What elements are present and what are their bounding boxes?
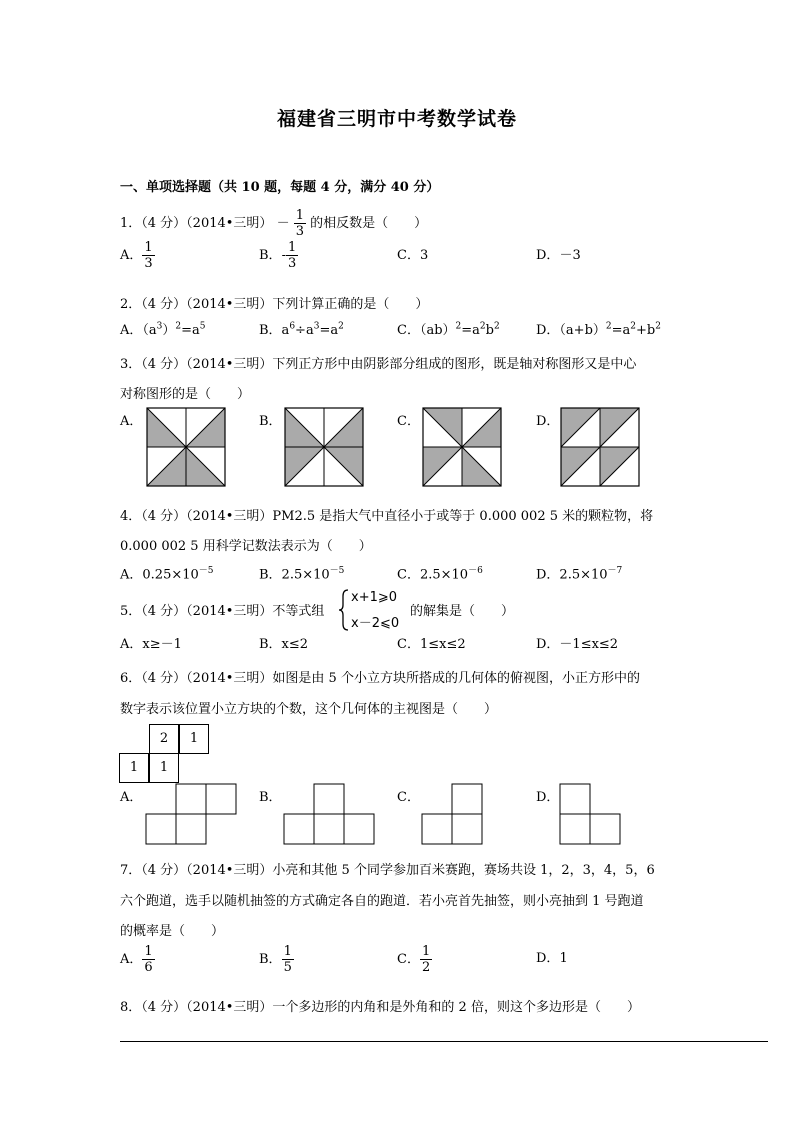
q1-option-c: C．3 (397, 248, 429, 263)
footer-divider (120, 1041, 768, 1042)
q6-figure-c (421, 783, 483, 845)
q1-option-a: A． $\frac{1}{3}$ (120, 240, 153, 271)
q3-figure-a (146, 407, 226, 487)
question-3-line1: 3．（4 分）（2014•三明）下列正方形中由阴影部分组成的图形，既是轴对称图形又是中心 (120, 357, 637, 372)
question-7-line2: 六个跑道，选手以随机抽签的方式确定各自的跑道．若小亮首先抽签，则小亮抽到 1 号跑道 (120, 894, 644, 909)
question-7-line1: 7．（4 分）（2014•三明）小亮和其他 5 个同学参加百米赛跑，赛场共设 1，2，3，4，5，6 (120, 863, 655, 878)
q6-figure-b (283, 783, 375, 845)
top-view-cell: 1 (119, 753, 149, 783)
question-7-line3: 的概率是（ ） (120, 924, 225, 939)
question-3-line2: 对称图形的是（ ） (120, 387, 251, 402)
q5-inequality-1: x+1⩾0 (351, 590, 398, 605)
q6-option-b-label: B． (259, 790, 282, 805)
q5-suffix: 的解集是（ ） (410, 604, 515, 619)
q4-option-b: B．$2.5\times 10^{-5}$ (259, 566, 345, 583)
q1-option-d: D．－3 (536, 248, 581, 263)
q6-option-c-label: C． (397, 790, 420, 805)
q6-figure-a (145, 783, 237, 845)
q7-option-a: A． $\frac{1}{6}$ (120, 944, 153, 975)
q2-option-b: B．$a^6\div a^3=a^2$ (259, 321, 344, 338)
q3-option-b-label: B． (259, 414, 282, 429)
question-4-line2: 0.000 002 5 用科学记数法表示为（ ） (120, 539, 372, 554)
q5-option-a: A．x≥－1 (120, 637, 182, 652)
q5-option-c: C．1≤x≤2 (397, 637, 466, 652)
q6-option-d-label: D． (536, 790, 560, 805)
q6-figure-d (559, 783, 621, 845)
q1-neg: － (276, 216, 290, 231)
q4-option-c: C．$2.5\times 10^{-6}$ (397, 566, 483, 583)
q4-option-a: A．$0.25\times 10^{-5}$ (120, 566, 214, 583)
q3-figure-b (284, 407, 364, 487)
q5-option-b: B．x≤2 (259, 637, 309, 652)
brace-icon (338, 588, 350, 632)
q7-option-b: B． $\frac{1}{5}$ (259, 944, 292, 975)
q6-option-a-label: A． (120, 790, 143, 805)
q1-suffix: 的相反数是（ ） (310, 216, 428, 231)
page-title: 福建省三明市中考数学试卷 (276, 108, 517, 130)
q1-fraction: $\frac{1}{3}$ (295, 208, 305, 239)
q3-figure-c (422, 407, 502, 487)
q4-option-d: D．$2.5\times 10^{-7}$ (536, 566, 623, 583)
q3-option-a-label: A． (120, 414, 143, 429)
q2-option-a: A．$(a^3)^2=a^5$ (120, 321, 206, 338)
question-2: 2．（4 分）（2014•三明）下列计算正确的是（ ） (120, 297, 429, 312)
top-view-cell: 2 (149, 724, 179, 754)
q1-prefix: 1．（4 分）（2014•三明） (120, 216, 273, 231)
top-view-cell: 1 (149, 753, 179, 783)
question-1 (120, 208, 427, 239)
section-heading: 一、单项选择题（共 10 题，每题 4 分，满分 40 分） (120, 180, 440, 195)
q5-inequality-2: x－2⩽0 (351, 616, 400, 631)
q3-option-c-label: C． (397, 414, 420, 429)
q7-option-c: C． $\frac{1}{2}$ (397, 944, 431, 975)
question-8: 8．（4 分）（2014•三明）一个多边形的内角和是外角和的 2 倍，则这个多边形是（ ） (120, 1000, 640, 1015)
q7-option-d: D．1 (536, 951, 568, 966)
top-view-cell: 1 (179, 724, 209, 754)
q3-option-d-label: D． (536, 414, 560, 429)
question-6-line1: 6．（4 分）（2014•三明）如图是由 5 个小立方块所搭成的几何体的俯视图，小正方形中的 (120, 671, 640, 686)
q2-option-c: C．$(ab)^2=a^2b^2$ (397, 321, 500, 338)
question-5: 5．（4 分）（2014•三明）不等式组 (120, 604, 325, 619)
q3-figure-d (560, 407, 640, 487)
q2-option-d: D．$(a+b)^2=a^2+b^2$ (536, 321, 661, 338)
question-4-line1: 4．（4 分）（2014•三明）PM2.5 是指大气中直径小于或等于 0.000 002 5 米的颗粒物，将 (120, 509, 654, 524)
question-6-line2: 数字表示该位置小立方块的个数，这个几何体的主视图是（ ） (120, 702, 498, 717)
q5-option-d: D．－1≤x≤2 (536, 637, 619, 652)
q1-option-b: B．- $\frac{1}{3}$ (259, 240, 297, 271)
